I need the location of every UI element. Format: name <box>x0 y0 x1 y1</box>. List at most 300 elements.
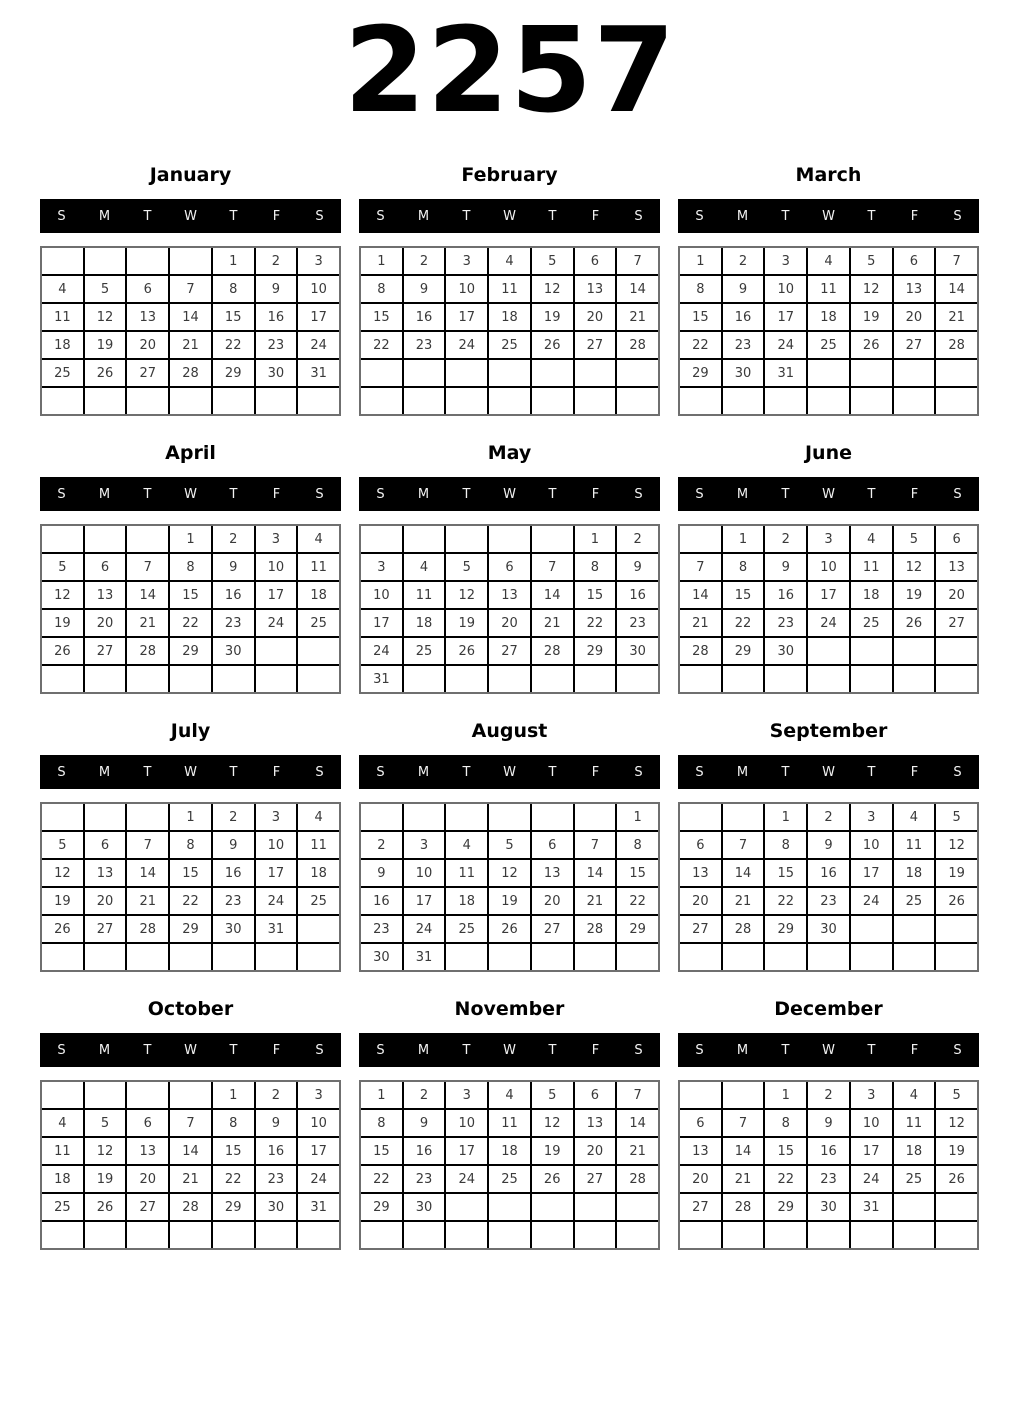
day-cell: 1 <box>361 1082 402 1108</box>
day-cell: 5 <box>894 526 935 552</box>
day-cell: 27 <box>936 610 977 636</box>
day-grid <box>40 246 341 416</box>
empty-cell <box>617 1222 658 1248</box>
weekday-label: S <box>695 208 704 224</box>
empty-cell <box>532 360 573 386</box>
day-cell: 7 <box>127 554 168 580</box>
empty-cell <box>936 1194 977 1220</box>
weekday-label: T <box>462 1042 471 1058</box>
day-cell: 14 <box>723 860 764 886</box>
weekday-label: T <box>781 208 790 224</box>
day-cell: 7 <box>127 832 168 858</box>
day-cell: 21 <box>723 888 764 914</box>
weekday-label: F <box>591 208 600 224</box>
day-cell: 20 <box>680 888 721 914</box>
weekday-label: T <box>462 208 471 224</box>
empty-cell <box>532 526 573 552</box>
day-cell: 26 <box>489 916 530 942</box>
day-cell: 26 <box>894 610 935 636</box>
day-cell: 17 <box>298 304 339 330</box>
day-cell: 7 <box>617 1082 658 1108</box>
day-cell: 14 <box>936 276 977 302</box>
day-cell: 20 <box>489 610 530 636</box>
empty-cell <box>42 526 83 552</box>
day-cell: 22 <box>575 610 616 636</box>
weekday-label: T <box>229 486 238 502</box>
empty-cell <box>575 388 616 414</box>
day-cell: 23 <box>617 610 658 636</box>
day-cell: 27 <box>680 916 721 942</box>
day-cell: 15 <box>213 304 254 330</box>
months-grid <box>40 164 980 1250</box>
day-cell: 6 <box>936 526 977 552</box>
day-cell: 15 <box>213 1138 254 1164</box>
day-cell: 15 <box>361 304 402 330</box>
empty-cell <box>361 804 402 830</box>
day-cell: 17 <box>808 582 849 608</box>
day-cell: 15 <box>575 582 616 608</box>
day-cell: 9 <box>617 554 658 580</box>
day-cell: 14 <box>170 304 211 330</box>
day-cell: 4 <box>446 832 487 858</box>
empty-cell <box>85 666 126 692</box>
day-cell: 12 <box>532 1110 573 1136</box>
day-cell: 8 <box>765 832 806 858</box>
empty-cell <box>765 666 806 692</box>
empty-cell <box>680 388 721 414</box>
day-cell: 12 <box>936 832 977 858</box>
month-block <box>40 442 341 694</box>
empty-cell <box>42 1082 83 1108</box>
day-cell: 15 <box>723 582 764 608</box>
empty-cell <box>446 1194 487 1220</box>
day-cell: 14 <box>127 582 168 608</box>
empty-cell <box>532 944 573 970</box>
day-cell: 14 <box>617 1110 658 1136</box>
day-cell: 16 <box>213 860 254 886</box>
weekday-header <box>678 477 979 511</box>
day-cell: 4 <box>42 276 83 302</box>
weekday-label: T <box>229 1042 238 1058</box>
day-cell: 23 <box>361 916 402 942</box>
weekday-label: M <box>417 486 430 502</box>
day-cell: 12 <box>446 582 487 608</box>
day-cell: 26 <box>42 638 83 664</box>
empty-cell <box>42 804 83 830</box>
day-cell: 1 <box>575 526 616 552</box>
empty-cell <box>680 1222 721 1248</box>
empty-cell <box>532 1194 573 1220</box>
day-cell: 22 <box>617 888 658 914</box>
empty-cell <box>894 360 935 386</box>
day-cell: 7 <box>575 832 616 858</box>
weekday-label: W <box>822 486 835 502</box>
day-cell: 8 <box>723 554 764 580</box>
weekday-label: S <box>315 1042 324 1058</box>
day-cell: 28 <box>170 360 211 386</box>
empty-cell <box>213 944 254 970</box>
day-cell: 30 <box>404 1194 445 1220</box>
day-cell: 17 <box>851 1138 892 1164</box>
day-cell: 3 <box>256 804 297 830</box>
day-cell: 3 <box>765 248 806 274</box>
day-cell: 23 <box>404 332 445 358</box>
weekday-label: W <box>822 208 835 224</box>
day-cell: 10 <box>851 832 892 858</box>
day-cell: 12 <box>936 1110 977 1136</box>
empty-cell <box>298 638 339 664</box>
day-cell: 11 <box>808 276 849 302</box>
empty-cell <box>808 360 849 386</box>
day-cell: 13 <box>680 860 721 886</box>
empty-cell <box>85 526 126 552</box>
day-cell: 28 <box>170 1194 211 1220</box>
empty-cell <box>936 388 977 414</box>
day-cell: 29 <box>617 916 658 942</box>
day-cell: 16 <box>256 304 297 330</box>
empty-cell <box>723 388 764 414</box>
day-cell: 12 <box>851 276 892 302</box>
day-cell: 6 <box>575 248 616 274</box>
day-cell: 19 <box>532 1138 573 1164</box>
day-cell: 3 <box>404 832 445 858</box>
weekday-header <box>359 199 660 233</box>
empty-cell <box>680 526 721 552</box>
day-cell: 17 <box>256 860 297 886</box>
empty-cell <box>894 944 935 970</box>
month-title: January <box>149 164 232 187</box>
day-cell: 7 <box>617 248 658 274</box>
day-cell: 23 <box>404 1166 445 1192</box>
empty-cell <box>894 666 935 692</box>
empty-cell <box>489 388 530 414</box>
day-cell: 29 <box>213 360 254 386</box>
day-cell: 31 <box>361 666 402 692</box>
day-cell: 13 <box>680 1138 721 1164</box>
empty-cell <box>42 388 83 414</box>
empty-cell <box>489 666 530 692</box>
day-cell: 9 <box>808 1110 849 1136</box>
day-cell: 30 <box>808 916 849 942</box>
day-cell: 9 <box>213 832 254 858</box>
day-cell: 28 <box>617 332 658 358</box>
day-cell: 21 <box>127 610 168 636</box>
empty-cell <box>765 388 806 414</box>
empty-cell <box>936 360 977 386</box>
day-cell: 18 <box>894 860 935 886</box>
day-cell: 3 <box>256 526 297 552</box>
weekday-label: T <box>781 486 790 502</box>
day-cell: 20 <box>85 888 126 914</box>
day-cell: 6 <box>894 248 935 274</box>
day-cell: 22 <box>765 1166 806 1192</box>
weekday-label: W <box>503 764 516 780</box>
month-block <box>359 442 660 694</box>
month-block <box>40 164 341 416</box>
day-cell: 1 <box>213 1082 254 1108</box>
day-cell: 16 <box>404 304 445 330</box>
day-cell: 13 <box>894 276 935 302</box>
day-cell: 22 <box>170 610 211 636</box>
day-cell: 17 <box>765 304 806 330</box>
empty-cell <box>894 916 935 942</box>
weekday-label: M <box>98 208 111 224</box>
empty-cell <box>298 388 339 414</box>
weekday-label: S <box>376 208 385 224</box>
day-cell: 5 <box>85 276 126 302</box>
empty-cell <box>404 526 445 552</box>
day-cell: 13 <box>127 1138 168 1164</box>
empty-cell <box>446 666 487 692</box>
day-cell: 7 <box>532 554 573 580</box>
weekday-header <box>678 1033 979 1067</box>
empty-cell <box>213 1222 254 1248</box>
weekday-label: S <box>57 486 66 502</box>
day-cell: 7 <box>723 1110 764 1136</box>
day-cell: 5 <box>446 554 487 580</box>
day-cell: 4 <box>42 1110 83 1136</box>
day-cell: 22 <box>361 1166 402 1192</box>
day-cell: 3 <box>298 248 339 274</box>
weekday-header <box>359 477 660 511</box>
empty-cell <box>575 804 616 830</box>
day-cell: 16 <box>808 860 849 886</box>
weekday-label: S <box>57 208 66 224</box>
day-cell: 10 <box>361 582 402 608</box>
day-cell: 22 <box>680 332 721 358</box>
weekday-header <box>40 755 341 789</box>
empty-cell <box>404 1222 445 1248</box>
day-cell: 18 <box>298 582 339 608</box>
month-block <box>678 442 979 694</box>
day-cell: 20 <box>127 332 168 358</box>
empty-cell <box>680 666 721 692</box>
day-cell: 11 <box>298 554 339 580</box>
empty-cell <box>404 804 445 830</box>
empty-cell <box>446 804 487 830</box>
day-cell: 7 <box>170 276 211 302</box>
day-cell: 13 <box>936 554 977 580</box>
day-cell: 5 <box>42 554 83 580</box>
day-cell: 8 <box>170 554 211 580</box>
empty-cell <box>723 804 764 830</box>
day-cell: 12 <box>894 554 935 580</box>
day-cell: 6 <box>85 832 126 858</box>
day-cell: 13 <box>127 304 168 330</box>
day-cell: 13 <box>532 860 573 886</box>
day-cell: 28 <box>680 638 721 664</box>
day-cell: 2 <box>808 804 849 830</box>
day-cell: 10 <box>256 832 297 858</box>
empty-cell <box>894 638 935 664</box>
day-cell: 8 <box>680 276 721 302</box>
weekday-label: S <box>376 486 385 502</box>
weekday-label: W <box>184 208 197 224</box>
weekday-label: S <box>315 208 324 224</box>
day-cell: 28 <box>723 916 764 942</box>
day-cell: 21 <box>170 1166 211 1192</box>
empty-cell <box>446 944 487 970</box>
day-cell: 14 <box>680 582 721 608</box>
day-cell: 16 <box>213 582 254 608</box>
day-cell: 8 <box>361 276 402 302</box>
day-cell: 15 <box>765 860 806 886</box>
weekday-label: M <box>417 764 430 780</box>
empty-cell <box>489 804 530 830</box>
empty-cell <box>617 388 658 414</box>
day-cell: 13 <box>85 582 126 608</box>
weekday-header <box>678 755 979 789</box>
empty-cell <box>894 1222 935 1248</box>
day-cell: 10 <box>404 860 445 886</box>
day-cell: 17 <box>404 888 445 914</box>
day-cell: 19 <box>936 1138 977 1164</box>
empty-cell <box>851 388 892 414</box>
empty-cell <box>808 638 849 664</box>
day-cell: 3 <box>851 804 892 830</box>
day-cell: 22 <box>213 1166 254 1192</box>
day-cell: 21 <box>617 304 658 330</box>
day-cell: 11 <box>298 832 339 858</box>
weekday-label: W <box>822 764 835 780</box>
day-cell: 19 <box>894 582 935 608</box>
day-cell: 17 <box>298 1138 339 1164</box>
empty-cell <box>446 388 487 414</box>
weekday-header <box>359 1033 660 1067</box>
day-cell: 21 <box>532 610 573 636</box>
day-cell: 10 <box>446 1110 487 1136</box>
day-cell: 28 <box>532 638 573 664</box>
empty-cell <box>936 916 977 942</box>
day-cell: 16 <box>256 1138 297 1164</box>
day-cell: 28 <box>127 638 168 664</box>
day-cell: 29 <box>680 360 721 386</box>
day-cell: 16 <box>404 1138 445 1164</box>
day-cell: 8 <box>213 1110 254 1136</box>
month-block <box>359 164 660 416</box>
weekday-label: T <box>867 1042 876 1058</box>
day-cell: 6 <box>532 832 573 858</box>
weekday-label: M <box>736 208 749 224</box>
day-cell: 8 <box>170 832 211 858</box>
day-cell: 28 <box>936 332 977 358</box>
day-cell: 26 <box>532 1166 573 1192</box>
weekday-label: S <box>953 486 962 502</box>
empty-cell <box>851 1222 892 1248</box>
empty-cell <box>127 666 168 692</box>
day-cell: 24 <box>256 888 297 914</box>
day-cell: 2 <box>723 248 764 274</box>
day-cell: 24 <box>256 610 297 636</box>
weekday-label: W <box>503 486 516 502</box>
day-cell: 5 <box>851 248 892 274</box>
empty-cell <box>127 526 168 552</box>
day-cell: 18 <box>42 332 83 358</box>
day-cell: 4 <box>298 804 339 830</box>
day-cell: 25 <box>894 1166 935 1192</box>
day-cell: 29 <box>765 1194 806 1220</box>
month-block <box>40 720 341 972</box>
month-block <box>359 998 660 1250</box>
weekday-label: F <box>591 486 600 502</box>
day-cell: 22 <box>361 332 402 358</box>
day-cell: 24 <box>298 332 339 358</box>
day-cell: 4 <box>808 248 849 274</box>
day-cell: 19 <box>42 888 83 914</box>
weekday-label: M <box>736 486 749 502</box>
day-cell: 20 <box>894 304 935 330</box>
day-cell: 25 <box>894 888 935 914</box>
day-cell: 7 <box>170 1110 211 1136</box>
weekday-label: T <box>548 764 557 780</box>
day-cell: 18 <box>404 610 445 636</box>
day-grid <box>40 1080 341 1250</box>
weekday-label: S <box>315 764 324 780</box>
empty-cell <box>489 526 530 552</box>
day-cell: 13 <box>489 582 530 608</box>
day-cell: 22 <box>170 888 211 914</box>
weekday-label: S <box>953 208 962 224</box>
weekday-label: F <box>272 764 281 780</box>
day-cell: 31 <box>298 1194 339 1220</box>
day-cell: 30 <box>256 360 297 386</box>
month-block <box>678 720 979 972</box>
day-cell: 9 <box>256 1110 297 1136</box>
day-cell: 20 <box>936 582 977 608</box>
empty-cell <box>575 944 616 970</box>
day-cell: 21 <box>680 610 721 636</box>
empty-cell <box>170 666 211 692</box>
day-cell: 26 <box>42 916 83 942</box>
weekday-label: S <box>315 486 324 502</box>
day-cell: 1 <box>723 526 764 552</box>
weekday-label: M <box>417 208 430 224</box>
weekday-label: S <box>695 486 704 502</box>
empty-cell <box>42 1222 83 1248</box>
day-cell: 11 <box>42 1138 83 1164</box>
empty-cell <box>894 388 935 414</box>
day-cell: 11 <box>851 554 892 580</box>
weekday-label: S <box>57 764 66 780</box>
day-cell: 27 <box>85 638 126 664</box>
empty-cell <box>170 944 211 970</box>
day-cell: 12 <box>489 860 530 886</box>
day-cell: 10 <box>298 1110 339 1136</box>
day-cell: 19 <box>532 304 573 330</box>
day-cell: 22 <box>723 610 764 636</box>
weekday-label: T <box>781 1042 790 1058</box>
empty-cell <box>936 638 977 664</box>
empty-cell <box>851 944 892 970</box>
day-cell: 24 <box>361 638 402 664</box>
empty-cell <box>85 1222 126 1248</box>
empty-cell <box>127 804 168 830</box>
day-cell: 21 <box>127 888 168 914</box>
weekday-label: F <box>591 764 600 780</box>
day-cell: 27 <box>575 1166 616 1192</box>
day-cell: 25 <box>298 888 339 914</box>
empty-cell <box>575 360 616 386</box>
day-cell: 8 <box>617 832 658 858</box>
empty-cell <box>127 944 168 970</box>
day-cell: 19 <box>936 860 977 886</box>
day-cell: 26 <box>85 360 126 386</box>
empty-cell <box>85 388 126 414</box>
empty-cell <box>936 1222 977 1248</box>
empty-cell <box>85 1082 126 1108</box>
weekday-label: M <box>98 764 111 780</box>
day-cell: 9 <box>765 554 806 580</box>
